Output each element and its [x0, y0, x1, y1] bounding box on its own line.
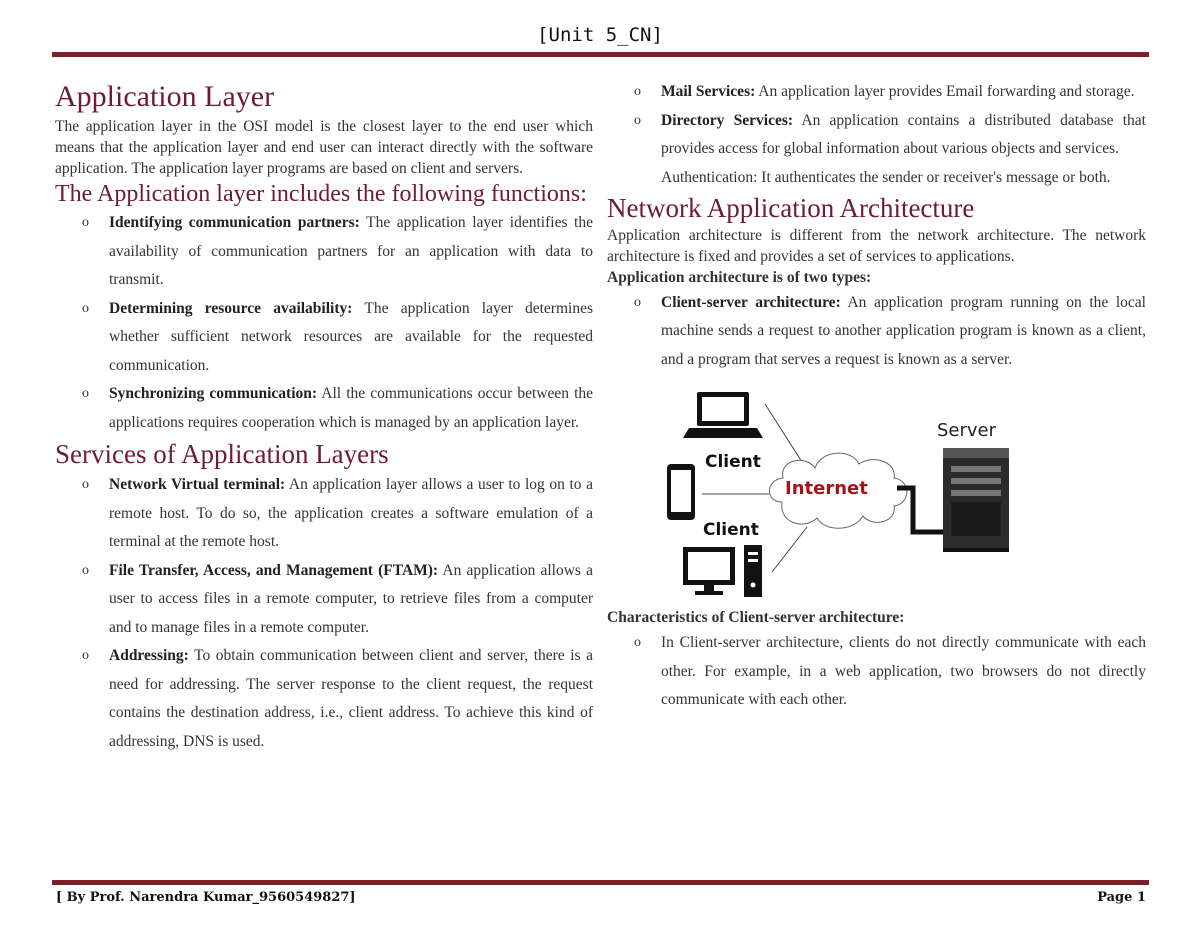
- list-item: [55, 471, 593, 557]
- item-term: Synchronizing communication:: [109, 385, 318, 402]
- smartphone-icon: [667, 464, 695, 520]
- item-term: Directory Services:: [661, 111, 794, 129]
- item-text: To obtain communication between client and server, there is a need for addressing. The server response to the client request, the request contains the destination address, i.e., client address. To achieve this kind of addressing, DNS is used.: [109, 647, 593, 750]
- list-item: [607, 107, 1146, 164]
- services-list: [55, 471, 593, 756]
- internet-label: Internet: [785, 478, 868, 499]
- item-term: Network Virtual terminal:: [109, 476, 286, 493]
- list-item: [55, 380, 593, 437]
- right-column: [607, 78, 1146, 715]
- bullet-icon: o: [634, 112, 641, 128]
- item-text: An application program running on the local machine sends a request to another application program is known as a client, and a program that serves a request is known as a server.: [661, 293, 1146, 368]
- list-item: [55, 642, 593, 756]
- item-term: Determining resource availability:: [109, 299, 353, 317]
- list-item: [607, 289, 1146, 375]
- architecture-types-label: Application architecture is of two types:: [607, 268, 872, 286]
- bullet-icon: o: [82, 562, 89, 578]
- footer-author: [ By Prof. Narendra Kumar_9560549827]: [56, 890, 356, 905]
- list-item: [607, 629, 1146, 715]
- item-term: Client-server architecture:: [661, 293, 841, 311]
- server-tower-icon: [943, 448, 1009, 552]
- network-architecture-heading: Network Application Architecture: [607, 192, 975, 223]
- connector-line: [772, 527, 807, 572]
- authentication-text: Authentication: It authenticates the sender or receiver's message or both.: [661, 168, 1111, 186]
- application-layer-heading: Application Layer: [55, 80, 275, 113]
- list-item: [55, 295, 593, 381]
- laptop-icon: [683, 392, 763, 438]
- item-text: An application allows a user to access files in a remote computer, to retrieve files from a computer and to manage files in a remote computer.: [109, 561, 593, 636]
- bullet-icon: o: [634, 84, 641, 99]
- architecture-intro: Application architecture is different from the network architecture. The network architecture is fixed and provides a set of services to applications.: [607, 226, 1146, 265]
- bullet-icon: o: [82, 215, 89, 230]
- item-text: In Client-server architecture, clients do not directly communicate with each other. For example, in a web application, two browsers do not directly communicate with each other.: [661, 634, 1146, 708]
- application-layer-intro: The application layer in the OSI model is the closest layer to the end user which means that the application layer and end user can interact directly with the software application. The application layer programs are based on client and servers.: [55, 118, 593, 177]
- list-item: [55, 209, 593, 295]
- left-column: [55, 78, 593, 756]
- item-text: An application contains a distributed database that provides access for global information about various objects and services.: [661, 111, 1146, 157]
- server-label: Server: [937, 420, 997, 441]
- client-server-diagram: [607, 382, 1146, 602]
- bullet-icon: o: [82, 300, 89, 316]
- functions-heading: The Application layer includes the following functions:: [55, 181, 587, 207]
- list-item: [607, 78, 1146, 107]
- header-rule: [52, 52, 1149, 57]
- characteristics-list: [607, 629, 1146, 715]
- functions-list: [55, 209, 593, 437]
- list-item: [55, 557, 593, 643]
- item-text: An application layer provides Email forwarding and storage.: [755, 83, 1135, 100]
- connector-line: [765, 404, 802, 462]
- footer-rule: [52, 880, 1149, 885]
- desktop-computer-icon: [683, 545, 762, 597]
- item-term: File Transfer, Access, and Management (FTAM):: [109, 561, 439, 579]
- page-number: Page 1: [1097, 890, 1146, 905]
- bullet-icon: o: [634, 294, 641, 310]
- item-text: All the communications occur between the applications requires cooperation which is managed by an application layer.: [109, 385, 594, 431]
- characteristics-label: Characteristics of Client-server architecture:: [607, 609, 905, 626]
- page-header-title: [Unit 5_CN]: [537, 24, 663, 46]
- architecture-types-list: [607, 289, 1146, 375]
- item-term: Identifying communication partners:: [109, 214, 360, 231]
- bullet-icon: o: [82, 648, 89, 663]
- item-term: Addressing:: [109, 647, 189, 664]
- client-label: Client: [703, 520, 759, 540]
- client-label: Client: [705, 452, 761, 472]
- item-text: An application layer allows a user to log on to a remote host. To do so, the application creates a software emulation of a terminal at the remote host.: [109, 476, 593, 550]
- item-text: The application layer determines whether sufficient network resources are available for the requested communication.: [109, 299, 593, 374]
- services-heading: Services of Application Layers: [55, 439, 389, 469]
- bullet-icon: o: [82, 386, 89, 401]
- bullet-icon: o: [82, 477, 89, 492]
- bullet-icon: o: [634, 635, 641, 650]
- item-term: Mail Services:: [661, 83, 756, 100]
- services-list-continued: [607, 78, 1146, 164]
- item-text: The application layer identifies the availability of communication partners for an application with data to transmit.: [109, 214, 593, 288]
